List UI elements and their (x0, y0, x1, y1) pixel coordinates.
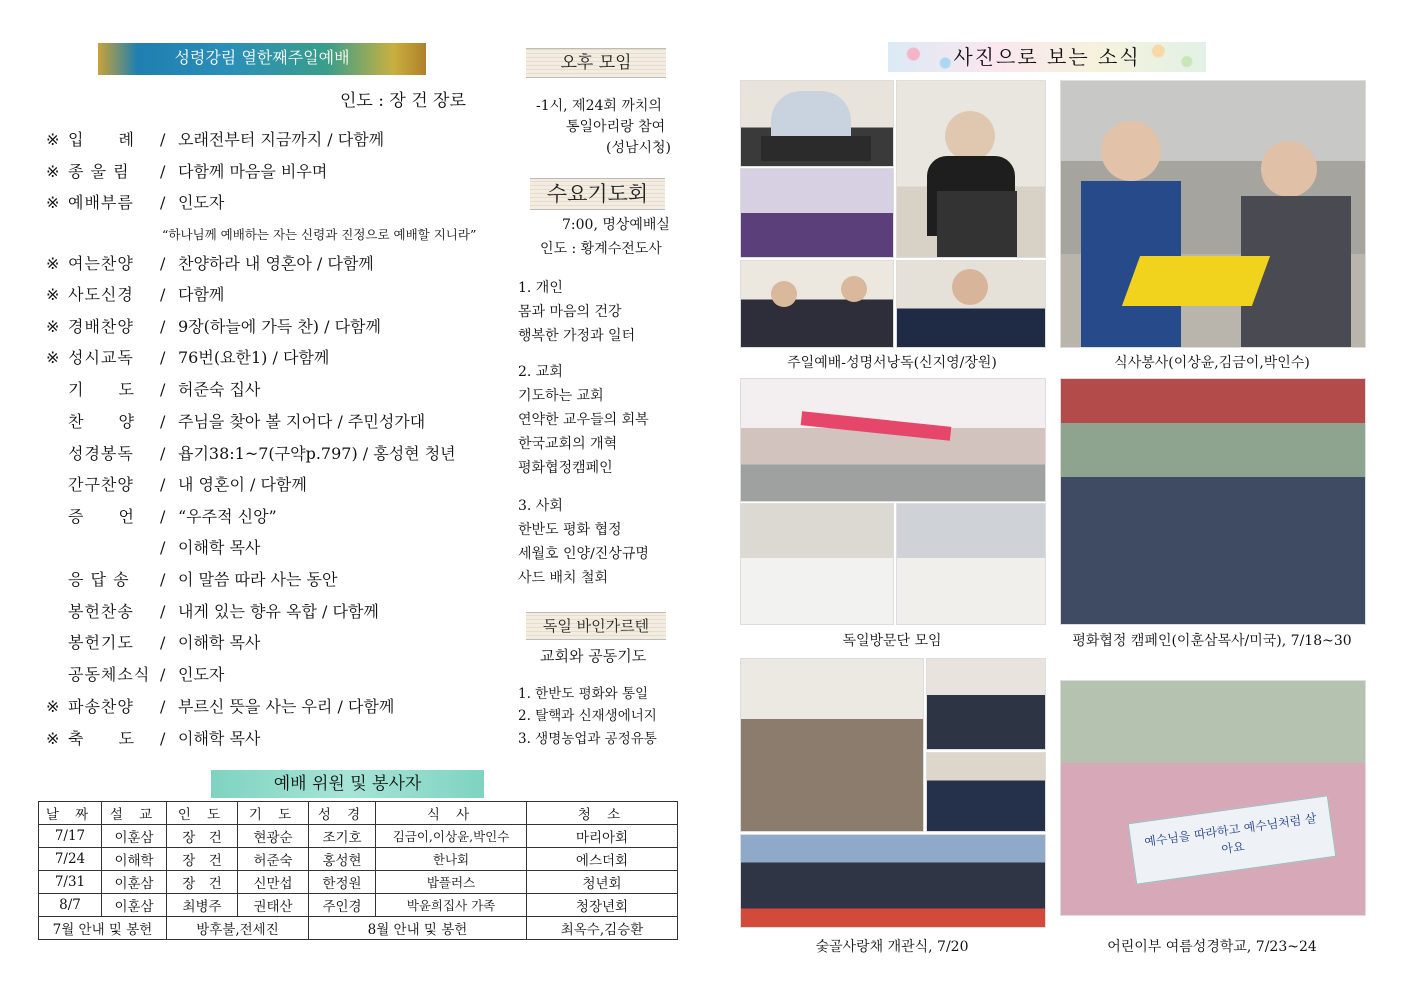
afternoon-line: (성남시청) (606, 140, 672, 156)
worship-order-item (46, 250, 374, 278)
duty-cell: 주인경 (309, 894, 376, 917)
caption-peace: 평화협정 캠페인(이훈삼목사/미국), 7/18~30 (1072, 633, 1352, 649)
duty-cell: 청년회 (527, 871, 678, 894)
prayer-item: 기도하는 교회 (518, 388, 604, 404)
required-mark: ※ (46, 729, 60, 748)
caption-worship: 주일예배-성명서낭독(신지영/장원) (787, 355, 997, 371)
order-separator: / (160, 633, 166, 652)
worship-title: 성령강림 열한째주일예배 (174, 48, 350, 67)
order-separator: / (160, 570, 166, 589)
prayer-item: 평화협정캠페인 (518, 460, 613, 476)
duty-row (39, 848, 678, 871)
duty-cell: 홍성현 (309, 848, 376, 871)
worship-order-item (46, 629, 260, 657)
required-mark: ※ (46, 285, 60, 304)
photo-opening-2 (926, 658, 1046, 750)
prayer-item: 세월호 인양/진상규명 (518, 546, 649, 562)
germany-title (526, 612, 666, 640)
photo-bible-school (1060, 680, 1366, 916)
photos-title (888, 42, 1206, 72)
duty-cell: 김금이,이상윤,박인수 (376, 825, 527, 848)
order-item-content: 이해학 목사 (178, 538, 261, 557)
order-item-name: 성시교독 (68, 348, 134, 367)
caption-germany: 독일방문단 모임 (842, 633, 942, 649)
worship-leader: 인도 : 장 건 장로 (340, 91, 466, 111)
caption-bible-school: 어린이부 여름성경학교, 7/23~24 (1107, 939, 1317, 955)
duty-cell: 이해학 (102, 848, 167, 871)
duty-cell: 이훈삼 (102, 871, 167, 894)
duty-cell: 한정원 (309, 871, 376, 894)
duty-cell: 박윤희집사 가족 (376, 894, 527, 917)
worship-quote: “하나님께 예배하는 자는 신령과 진정으로 예배할 지니라” (162, 227, 477, 242)
duty-header-row (39, 802, 678, 825)
required-mark: ※ (46, 317, 60, 336)
duty-cell: 장 건 (167, 848, 238, 871)
order-separator: / (160, 602, 166, 621)
duty-cell: 이훈삼 (102, 825, 167, 848)
order-item-name: 축 도 (68, 729, 135, 748)
duty-cell: 장 건 (167, 871, 238, 894)
duty-title-text: 예배 위원 및 봉사자 (273, 774, 422, 794)
duty-footer-cell: 8월 안내 및 봉헌 (309, 917, 527, 940)
duty-footer-cell: 방후불,전세진 (167, 917, 309, 940)
required-mark: ※ (46, 130, 60, 149)
duty-header: 날 짜 (39, 802, 102, 825)
worship-order-item (46, 693, 394, 721)
order-separator: / (160, 538, 166, 557)
duty-cell: 현광순 (238, 825, 309, 848)
order-item-content: 주님을 찾아 볼 지어다 / 주민성가대 (178, 412, 426, 431)
order-item-name: 사도신경 (68, 285, 134, 304)
order-item-content: 찬양하라 내 영혼아 / 다함께 (178, 254, 374, 273)
order-item-content: 다함께 마음을 비우며 (178, 162, 328, 181)
order-item-name: 여는찬양 (68, 254, 134, 273)
duty-header: 인 도 (167, 802, 238, 825)
afternoon-line: 통일아리랑 참여 (566, 119, 666, 135)
prayer-item: 연약한 교우들의 회복 (518, 412, 649, 428)
required-mark: ※ (46, 193, 60, 212)
order-separator: / (160, 130, 166, 149)
duty-cell: 조기호 (309, 825, 376, 848)
wednesday-title (530, 178, 665, 210)
duty-header: 청 소 (527, 802, 678, 825)
worship-order-item (46, 376, 260, 404)
order-item-content: 내게 있는 향유 옥합 / 다함께 (178, 602, 379, 621)
order-separator: / (160, 348, 166, 367)
photo-germany-meeting-3 (896, 503, 1046, 625)
photo-meal-service (1060, 80, 1366, 348)
duty-row (39, 871, 678, 894)
order-item-name: 봉헌기도 (68, 633, 134, 652)
prayer-item: 사드 배치 철회 (518, 570, 609, 586)
duty-cell: 권태산 (238, 894, 309, 917)
order-item-content: 부르신 뜻을 사는 우리 / 다함께 (178, 697, 395, 716)
prayer-item: 행복한 가정과 일터 (518, 328, 636, 344)
order-item-name: 기 도 (68, 380, 135, 399)
worship-order-item (46, 471, 307, 499)
order-item-name: 성경봉독 (68, 444, 134, 463)
afternoon-title (526, 48, 666, 78)
order-item-name: 입 례 (68, 130, 135, 149)
order-item-content: 76번(요한1) / 다함께 (178, 348, 330, 367)
order-item-name: 공동체소식 (68, 665, 151, 684)
worship-order-item (46, 313, 381, 341)
order-separator: / (160, 412, 166, 431)
duty-cell: 장 건 (167, 825, 238, 848)
order-item-name: 파송찬양 (68, 697, 134, 716)
duty-cell: 한나회 (376, 848, 527, 871)
photo-opening-3 (926, 752, 1046, 832)
duty-footer-cell: 7월 안내 및 봉헌 (39, 917, 167, 940)
order-separator: / (160, 444, 166, 463)
wednesday-title-text: 수요기도회 (546, 182, 649, 206)
worship-order-item (46, 598, 379, 626)
photo-worship-reading-2 (896, 80, 1046, 258)
photo-worship-reading-3 (740, 260, 894, 348)
duty-cell: 이훈삼 (102, 894, 167, 917)
prayer-section-heading: 1. 개인 (518, 280, 563, 296)
order-item-name: 경배찬양 (68, 317, 134, 336)
order-item-content: 욥기38:1~7(구약p.797) / 홍성현 청년 (178, 444, 456, 463)
duty-header: 성 경 (309, 802, 376, 825)
order-item-content: 다함께 (178, 285, 225, 304)
order-separator: / (160, 665, 166, 684)
prayer-section-heading: 3. 사회 (518, 498, 563, 514)
order-item-name: 증 언 (68, 507, 135, 526)
duty-cell: 청장년회 (527, 894, 678, 917)
order-item-content: 이해학 목사 (178, 729, 261, 748)
order-item-name: 봉헌찬송 (68, 602, 134, 621)
duty-row (39, 894, 678, 917)
duty-cell: 8/7 (39, 894, 102, 917)
order-item-content: “우주적 신앙” (178, 507, 277, 526)
duty-cell: 마리아회 (527, 825, 678, 848)
order-item-name: 간구찬양 (68, 475, 134, 494)
worship-order-item (46, 344, 329, 372)
worship-title-banner (98, 43, 426, 75)
order-separator: / (160, 285, 166, 304)
order-item-content: 이해학 목사 (178, 633, 261, 652)
caption-opening: 숯골사랑채 개관식, 7/20 (815, 939, 969, 955)
order-separator: / (160, 380, 166, 399)
worship-order-item (46, 158, 327, 186)
order-item-content: 인도자 (178, 193, 225, 212)
germany-subtitle: 교회와 공동기도 (540, 647, 647, 665)
duty-cell: 7/31 (39, 871, 102, 894)
prayer-section-heading: 2. 교회 (518, 364, 563, 380)
worship-order-item (46, 408, 425, 436)
order-separator: / (160, 317, 166, 336)
duty-cell: 에스더회 (527, 848, 678, 871)
afternoon-title-text: 오후 모임 (560, 53, 632, 73)
duty-cell: 신만섭 (238, 871, 309, 894)
photo-worship-reading-4 (896, 260, 1046, 348)
order-item-content: 내 영혼이 / 다함께 (178, 475, 307, 494)
prayer-item: 몸과 마음의 건강 (518, 304, 622, 320)
germany-line: 2. 탈핵과 신재생에너지 (518, 708, 657, 724)
order-item-content: 오래전부터 지금까지 / 다함께 (178, 130, 385, 149)
required-mark: ※ (46, 697, 60, 716)
worship-order-item (46, 661, 224, 689)
banner-text: 예수님을 따라하고 예수님처럼 살아요 (1143, 811, 1318, 857)
photo-germany-meeting-1 (740, 378, 1046, 502)
photo-germany-meeting-2 (740, 503, 894, 625)
photo-opening-group (740, 834, 1046, 928)
duty-header: 설 교 (102, 802, 167, 825)
order-separator: / (160, 254, 166, 273)
duty-table (38, 801, 678, 940)
worship-order-item (46, 566, 337, 594)
worship-order-item (46, 189, 224, 217)
order-item-name: 찬 양 (68, 412, 135, 431)
worship-order-item (46, 281, 224, 309)
duty-footer-row (39, 917, 678, 940)
duty-cell: 7/17 (39, 825, 102, 848)
order-separator: / (160, 697, 166, 716)
prayer-item: 한국교회의 개혁 (518, 436, 618, 452)
order-item-content: 이 말씀 따라 사는 동안 (178, 570, 338, 589)
photos-title-text: 사진으로 보는 소식 (953, 45, 1141, 69)
worship-order-item (46, 503, 277, 531)
worship-order-item (46, 725, 260, 753)
required-mark: ※ (46, 348, 60, 367)
duty-header: 기 도 (238, 802, 309, 825)
germany-line: 3. 생명농업과 공정유통 (518, 731, 657, 747)
duty-footer-cell: 최옥수,김승환 (527, 917, 678, 940)
duty-title (211, 770, 484, 798)
duty-header: 식 사 (376, 802, 527, 825)
photo-opening-1 (740, 658, 924, 832)
photo-choir (740, 168, 894, 258)
order-separator: / (160, 729, 166, 748)
duty-cell: 최병주 (167, 894, 238, 917)
order-separator: / (160, 475, 166, 494)
prayer-item: 한반도 평화 협정 (518, 522, 622, 538)
order-item-name: 종 울 림 (68, 162, 130, 181)
duty-cell: 7/24 (39, 848, 102, 871)
order-item-name: 응 답 송 (68, 570, 130, 589)
germany-line: 1. 한반도 평화와 통일 (518, 686, 649, 702)
worship-order-item (46, 534, 260, 562)
afternoon-line: -1시, 제24회 까치의 (536, 98, 662, 114)
caption-meal: 식사봉사(이상윤,김금이,박인수) (1114, 355, 1310, 371)
photo-peace-campaign (1060, 378, 1366, 625)
order-separator: / (160, 507, 166, 526)
order-item-content: 인도자 (178, 665, 225, 684)
germany-title-text: 독일 바인가르텐 (542, 617, 650, 635)
required-mark: ※ (46, 254, 60, 273)
required-mark: ※ (46, 162, 60, 181)
order-item-content: 9장(하늘에 가득 찬) / 다함께 (178, 317, 381, 336)
worship-order-item (46, 126, 384, 154)
wednesday-leader: 인도 : 황계수전도사 (540, 241, 662, 257)
order-item-content: 허준숙 집사 (178, 380, 261, 399)
worship-order-item (46, 440, 456, 468)
duty-row (39, 825, 678, 848)
photo-worship-reading-1 (740, 80, 894, 167)
order-item-name: 예배부름 (68, 193, 134, 212)
duty-cell: 허준숙 (238, 848, 309, 871)
duty-cell: 밥플러스 (376, 871, 527, 894)
wednesday-time: 7:00, 명상예배실 (562, 217, 670, 233)
order-separator: / (160, 193, 166, 212)
order-separator: / (160, 162, 166, 181)
